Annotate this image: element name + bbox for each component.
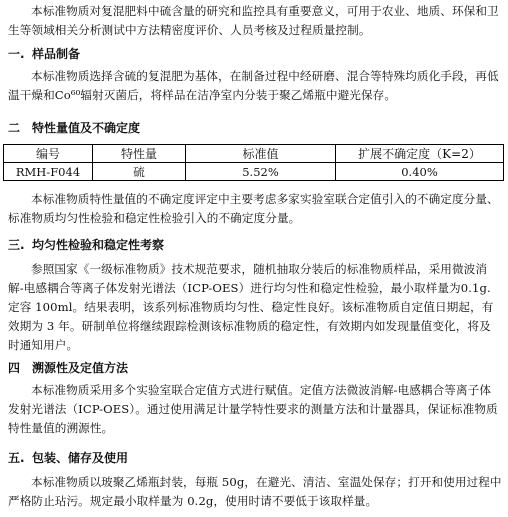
table-header-row [4, 145, 504, 163]
section-number: 一. [8, 47, 25, 61]
table-header-cell: 标准值 [186, 145, 336, 163]
section-number: 三. [8, 238, 25, 252]
table-header-cell: 编号 [4, 145, 93, 163]
table-cell: 硫 [93, 163, 186, 181]
section-number: 五. [8, 451, 25, 465]
section-title: 特性量值及不确定度 [32, 121, 141, 135]
intro-paragraph: 本标准物质对复混肥料中硫含量的研究和监控具有重要意义，可用于农业、地质、环保和卫生等领域相关分析测试中方法精密度评价、人员考核及过程质量控制。 [8, 4, 499, 37]
section-heading-2 [8, 120, 140, 136]
section-5-paragraph: 本标准物质以玻聚乙烯瓶封装，每瓶 50g，在避光、清洁、室温处保存；打开和使用过程中严格防止玷污。规定最小取样量为 0.2g，使用时请不要低于该取样量。 [8, 475, 502, 508]
section-title: 包装、储存及使用 [32, 451, 129, 465]
section-title: 均匀性检验和稳定性考察 [32, 238, 165, 252]
table-cell: 0.40% [336, 163, 504, 181]
section-1-paragraph: 本标准物质选择含硫的复混肥为基体，在制备过程中经研磨、混合等特殊均质化手段，再低温干燥和Co⁶⁰辐射灭菌后，将样品在洁净室内分装于聚乙烯瓶中避光保存。 [8, 69, 499, 102]
section-3-paragraph: 参照国家《一级标准物质》技术规范要求，随机抽取分装后的标准物质样品，采用微波消解-电感耦合等离子体发射光谱法（ICP-OES）进行均匀性和稳定性检验，最小取样量为0.1g.定容 100ml。结果表明，该系列标准物质均匀性、稳定性良好。该标准物质自定值日期起，有效期为 3 年。研制单位将继续跟踪检测该标准物质的稳定性，有效期内如发现量值变化，将及时通知用户。 [8, 262, 494, 352]
section-heading-1 [8, 46, 80, 62]
table-cell: RMH-F044 [4, 163, 93, 181]
section-number: 四 [8, 361, 21, 375]
table-cell: 5.52% [186, 163, 336, 181]
section-title: 溯源性及定值方法 [32, 361, 129, 375]
table-header-cell: 特性量 [93, 145, 186, 163]
property-value-table [3, 144, 504, 181]
table-header-cell: 扩展不确定度（K=2） [336, 145, 504, 163]
section-heading-5 [8, 450, 128, 466]
section-4-paragraph: 本标准物质采用多个实验室联合定值方式进行赋值。定值方法微波消解-电感耦合等离子体发射光谱法（ICP-OES）。通过使用满足计量学特性要求的测量方法和计量器具，保证标准物质特性量值的溯源性。 [8, 383, 498, 435]
table-row [4, 163, 504, 181]
section-2-paragraph: 本标准物质特性量值的不确定度评定中主要考虑多家实验室联合定值引入的不确定度分量、标准物质均匀性检验和稳定性检验引入的不确定度分量。 [8, 192, 499, 225]
section-title: 样品制备 [32, 47, 81, 61]
section-heading-3 [8, 237, 164, 253]
section-number: 二 [8, 121, 21, 135]
section-heading-4 [8, 360, 128, 376]
